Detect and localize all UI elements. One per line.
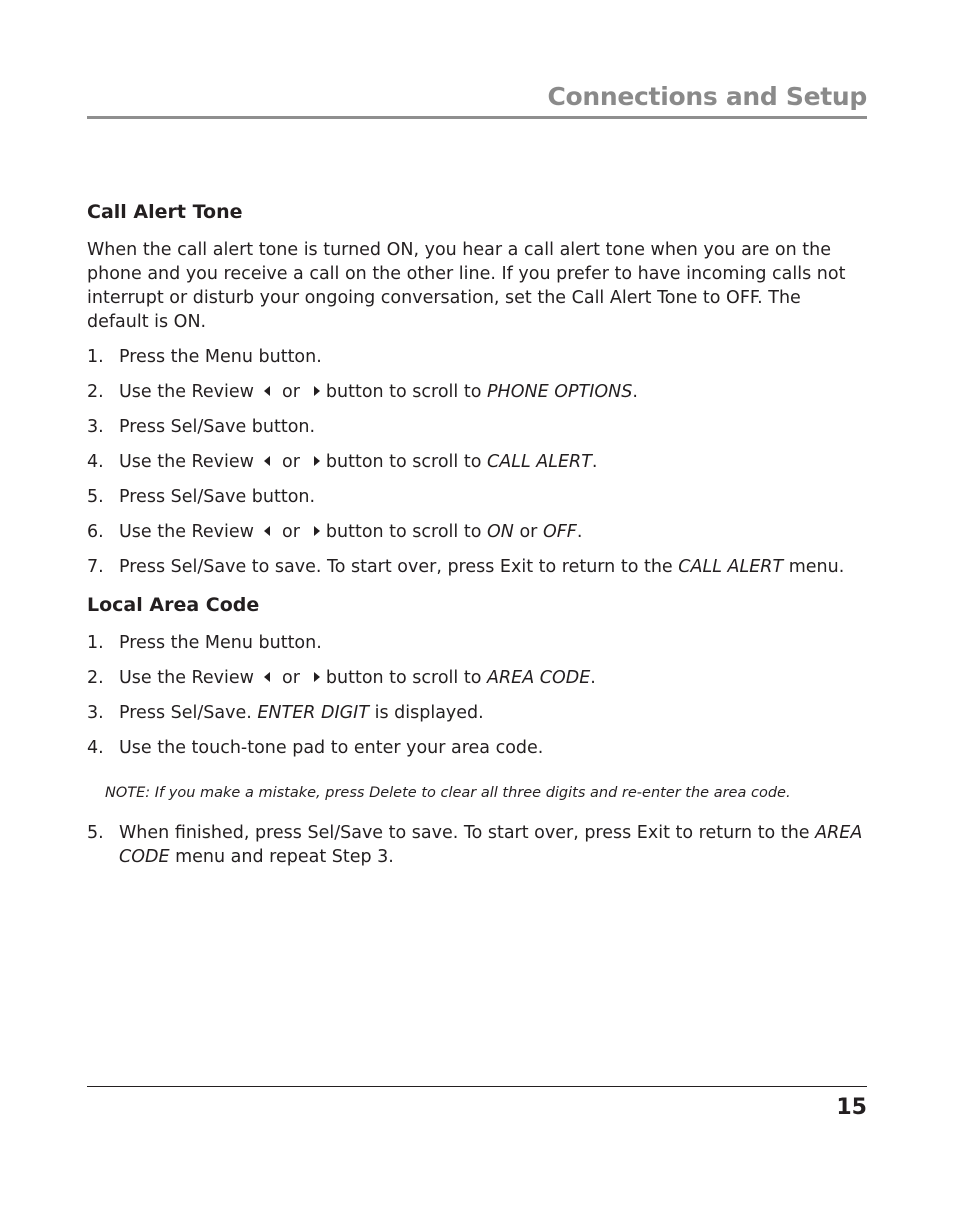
list-item bbox=[87, 821, 867, 869]
list-item bbox=[87, 415, 867, 439]
step-text: Press Sel/Save button. bbox=[119, 417, 316, 437]
area-code-steps bbox=[87, 631, 867, 760]
review-left-arrow-icon bbox=[264, 386, 270, 396]
step-text: Use the Review bbox=[119, 452, 254, 472]
list-item bbox=[87, 666, 867, 690]
step-text: Press Sel/Save. bbox=[119, 703, 252, 723]
step-text: menu. bbox=[788, 557, 845, 577]
step-text: or bbox=[519, 522, 538, 542]
step-number: 3. bbox=[87, 417, 104, 437]
review-left-arrow-icon bbox=[264, 456, 270, 466]
review-right-arrow-icon bbox=[314, 386, 320, 396]
step-number: 6. bbox=[87, 522, 104, 542]
list-item bbox=[87, 631, 867, 655]
step-number: 4. bbox=[87, 738, 104, 758]
step-number: 1. bbox=[87, 347, 104, 367]
area-code-steps-continued bbox=[87, 821, 867, 869]
step-text: . bbox=[591, 452, 598, 472]
step-text: Use the Review bbox=[119, 382, 254, 402]
step-number: 1. bbox=[87, 633, 104, 653]
note-text: NOTE: If you make a mistake, press Delete to clear all three digits and re-enter the area code. bbox=[105, 785, 791, 801]
step-text: Press the Menu button. bbox=[119, 347, 322, 367]
step-text: Press Sel/Save to save. To start over, press Exit to return to the bbox=[119, 557, 673, 577]
step-text: Use the Review bbox=[119, 522, 254, 542]
step-number: 7. bbox=[87, 557, 104, 577]
step-number: 5. bbox=[87, 487, 104, 507]
menu-target: ENTER DIGIT bbox=[257, 703, 370, 723]
list-item bbox=[87, 736, 867, 760]
step-text: button to scroll to bbox=[325, 522, 482, 542]
step-text: . bbox=[632, 382, 638, 402]
step-text: or bbox=[281, 452, 300, 472]
page-header-title: Connections and Setup bbox=[547, 82, 867, 111]
page-number: 15 bbox=[836, 1095, 867, 1120]
menu-target: ON bbox=[487, 522, 514, 542]
review-left-arrow-icon bbox=[264, 672, 270, 682]
review-right-arrow-icon bbox=[314, 672, 320, 682]
call-alert-intro: When the call alert tone is turned ON, you hear a call alert tone when you are on the phone and you receive a call on the other line. If you prefer to have incoming calls not interrupt or disturb your ongoing conversation, set the Call Alert Tone to OFF. The default is ON. bbox=[87, 240, 846, 332]
review-right-arrow-icon bbox=[314, 456, 320, 466]
step-text: Use the Review bbox=[119, 668, 254, 688]
step-text: . bbox=[576, 522, 583, 542]
step-number: 2. bbox=[87, 668, 104, 688]
step-number: 5. bbox=[87, 823, 104, 843]
list-item bbox=[87, 450, 867, 474]
list-item bbox=[87, 555, 867, 579]
list-item bbox=[87, 345, 867, 369]
step-text: button to scroll to bbox=[325, 668, 482, 688]
step-text: Press Sel/Save button. bbox=[119, 487, 316, 507]
step-text: button to scroll to bbox=[325, 382, 482, 402]
step-text: or bbox=[281, 668, 300, 688]
list-item bbox=[87, 380, 867, 404]
step-text: or bbox=[281, 522, 300, 542]
page-content bbox=[87, 197, 867, 880]
step-number: 3. bbox=[87, 703, 104, 723]
footer-rule bbox=[87, 1086, 867, 1087]
header-rule bbox=[87, 116, 867, 119]
step-text: Use the touch-tone pad to enter your area code. bbox=[119, 738, 544, 758]
step-text: Press the Menu button. bbox=[119, 633, 322, 653]
step-text: is displayed. bbox=[374, 703, 484, 723]
list-item bbox=[87, 701, 867, 725]
menu-target: AREA CODE bbox=[487, 668, 591, 688]
menu-target: CALL ALERT bbox=[487, 452, 592, 472]
review-left-arrow-icon bbox=[264, 526, 270, 536]
step-text: or bbox=[281, 382, 300, 402]
section-heading-local-area-code: Local Area Code bbox=[87, 594, 260, 616]
step-number: 4. bbox=[87, 452, 104, 472]
step-text: When finished, press Sel/Save to save. To start over, press Exit to return to the bbox=[119, 823, 810, 843]
list-item bbox=[87, 485, 867, 509]
step-text: menu and repeat Step 3. bbox=[175, 847, 394, 867]
step-text: . bbox=[590, 668, 596, 688]
list-item bbox=[87, 520, 867, 544]
menu-target: OFF bbox=[542, 522, 577, 542]
step-text: button to scroll to bbox=[325, 452, 482, 472]
menu-target: AREA CODE bbox=[119, 823, 863, 867]
menu-target: PHONE OPTIONS bbox=[487, 382, 633, 402]
step-number: 2. bbox=[87, 382, 104, 402]
call-alert-steps bbox=[87, 345, 867, 579]
review-right-arrow-icon bbox=[314, 526, 320, 536]
menu-target: CALL ALERT bbox=[678, 557, 784, 577]
section-heading-call-alert-tone: Call Alert Tone bbox=[87, 201, 243, 223]
